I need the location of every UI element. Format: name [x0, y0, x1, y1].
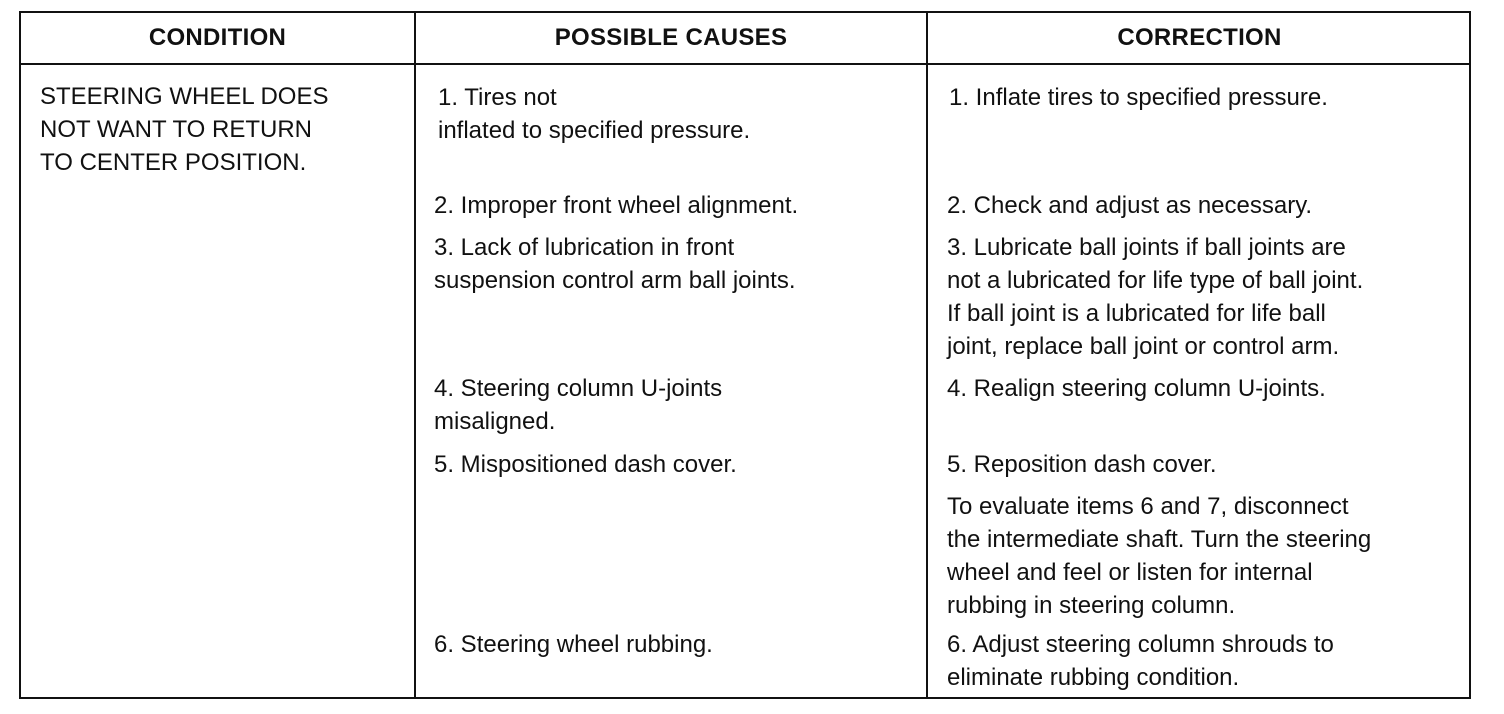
correction-line: To evaluate items 6 and 7, disconnect — [947, 493, 1349, 520]
correction-line: 5. Reposition dash cover. — [947, 451, 1217, 478]
correction-line: 4. Realign steering column U-joints. — [947, 375, 1326, 402]
condition-line: STEERING WHEEL DOES — [40, 83, 329, 110]
condition-text — [40, 80, 329, 179]
header-divider — [21, 63, 1469, 65]
column-divider — [926, 13, 928, 697]
cause-line: 6. Steering wheel rubbing. — [434, 631, 713, 658]
correction-line: rubbing in steering column. — [947, 592, 1236, 619]
correction-line: joint, replace ball joint or control arm. — [947, 333, 1340, 360]
correction-line: eliminate rubbing condition. — [947, 664, 1240, 691]
correction-3 — [947, 231, 1363, 363]
cause-line: 4. Steering column U-joints — [434, 375, 723, 402]
cause-5 — [434, 448, 737, 481]
correction-line: wheel and feel or listen for internal — [947, 559, 1313, 586]
cause-2 — [434, 189, 798, 222]
header-correction: CORRECTION — [1117, 24, 1282, 51]
cause-3 — [434, 231, 796, 297]
correction-line: 3. Lubricate ball joints if ball joints are — [947, 234, 1346, 261]
cause-line: 5. Mispositioned dash cover. — [434, 451, 737, 478]
cause-line: 3. Lack of lubrication in front — [434, 234, 735, 261]
correction-line: 2. Check and adjust as necessary. — [947, 192, 1313, 219]
correction-line: 6. Adjust steering column shrouds to — [947, 631, 1334, 658]
header-possible-causes: POSSIBLE CAUSES — [554, 24, 788, 51]
cause-6 — [434, 628, 713, 661]
correction-5 — [947, 448, 1217, 481]
evaluation-note — [947, 490, 1371, 622]
cause-line: 1. Tires not — [438, 84, 557, 111]
correction-2 — [947, 189, 1312, 222]
condition-line: TO CENTER POSITION. — [40, 149, 307, 176]
cause-line: suspension control arm ball joints. — [434, 267, 796, 294]
cause-line: inflated to specified pressure. — [438, 117, 751, 144]
correction-4 — [947, 372, 1326, 405]
correction-line: not a lubricated for life type of ball joint. — [947, 267, 1364, 294]
correction-line: the intermediate shaft. Turn the steering — [947, 526, 1372, 553]
condition-line: NOT WANT TO RETURN — [40, 116, 313, 143]
correction-6 — [947, 628, 1334, 694]
cause-line: 2. Improper front wheel alignment. — [434, 192, 799, 219]
correction-line: 1. Inflate tires to specified pressure. — [949, 84, 1328, 111]
cause-1 — [438, 81, 750, 147]
header-condition: CONDITION — [148, 24, 287, 51]
column-divider — [414, 13, 416, 697]
correction-1 — [949, 81, 1328, 114]
correction-line: If ball joint is a lubricated for life ball — [947, 300, 1326, 327]
diagnosis-table — [19, 11, 1471, 699]
cause-line: misaligned. — [434, 408, 556, 435]
cause-4 — [434, 372, 722, 438]
